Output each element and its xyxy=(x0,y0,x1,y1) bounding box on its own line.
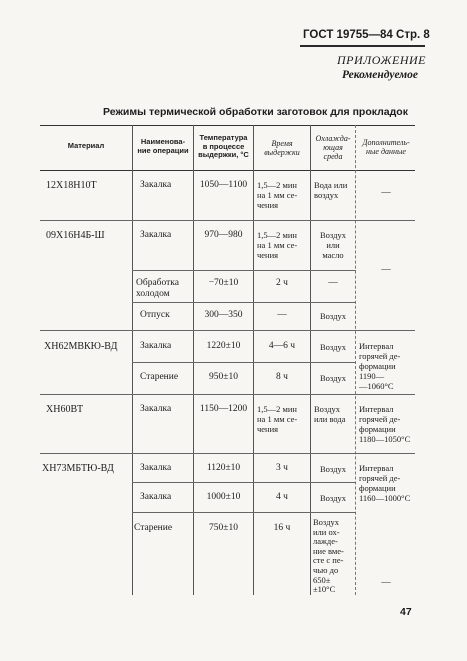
row-separator xyxy=(40,220,415,221)
row-separator xyxy=(132,302,356,303)
appendix-title: ПРИЛОЖЕНИЕ xyxy=(337,53,426,67)
cell-cooling: Воздух xyxy=(320,373,346,383)
cell-hold-time: 2 ч xyxy=(276,278,288,288)
row-separator xyxy=(132,512,356,513)
cell-additional: — xyxy=(381,265,391,275)
cell-operation: Закалка xyxy=(140,463,172,473)
col-header-temperature: Температура в процессе выдержки, °С xyxy=(198,133,249,159)
col-header-material: Материал xyxy=(67,141,105,150)
col-divider xyxy=(310,125,311,595)
header-underline xyxy=(300,45,425,47)
cell-temperature: 970—980 xyxy=(204,230,243,240)
row-separator xyxy=(132,362,356,363)
cell-hold-time: 1,5—2 мин на 1 мм се- чения xyxy=(257,180,298,210)
cell-operation: Старение xyxy=(140,372,179,382)
cell-operation: Закалка xyxy=(140,492,172,502)
cell-temperature: 1050—1100 xyxy=(199,180,248,190)
cell-temperature: 1150—1200 xyxy=(199,404,248,414)
col-divider xyxy=(132,125,133,595)
row-separator xyxy=(40,330,415,331)
cell-temperature: 300—350 xyxy=(204,310,243,320)
cell-material: ХН62МВКЮ-ВД xyxy=(44,341,118,352)
cell-material: ХН73МБТЮ-ВД xyxy=(42,463,114,474)
cell-temperature: 1120±10 xyxy=(206,463,241,473)
appendix-subtitle: Рекомендуемое xyxy=(342,69,418,81)
cell-material: ХН60ВТ xyxy=(46,404,84,415)
col-header-operation: Наименова- ние операции xyxy=(137,137,189,155)
cell-material: 09Х16Н4Б-Ш xyxy=(46,230,105,241)
cell-hold-time: 8 ч xyxy=(276,372,288,382)
cell-additional: — xyxy=(381,188,391,198)
cell-cooling: Воздух или ох- лажде- ние вме- сте с пе- чью до 650± ±10°С xyxy=(313,517,344,595)
cell-cooling: Вода или воздух xyxy=(314,180,348,200)
cell-cooling: Воздух xyxy=(320,493,346,503)
cell-operation: Закалка xyxy=(140,180,172,190)
cell-hold-time: 3 ч xyxy=(276,463,288,473)
cell-additional: — xyxy=(381,578,391,588)
cell-additional: Интервал горячей де- формации 1180—1050°С xyxy=(359,404,411,444)
cell-temperature: 1220±10 xyxy=(206,341,241,351)
cell-hold-time: — xyxy=(277,310,287,320)
row-separator xyxy=(132,482,356,483)
cell-temperature: −70±10 xyxy=(208,278,239,288)
cell-operation: Обработка холодом xyxy=(136,278,179,299)
row-separator xyxy=(40,453,415,454)
cell-cooling: Воздух xyxy=(320,342,346,352)
cell-hold-time: 1,5—2 мин на 1 мм се- чения xyxy=(257,230,298,260)
row-separator xyxy=(132,270,356,271)
cell-operation: Отпуск xyxy=(140,310,170,320)
cell-cooling: Воздух или вода xyxy=(314,404,346,424)
table-top-rule xyxy=(40,125,415,126)
cell-additional: Интервал горячей де- формации 1190— —1060°С xyxy=(359,341,401,391)
row-separator xyxy=(40,394,415,395)
cell-temperature: 950±10 xyxy=(209,372,238,382)
cell-additional: Интервал горячей де- формации 1160—1000°С xyxy=(359,463,411,503)
cell-cooling: Воздух или масло xyxy=(320,230,346,260)
cell-hold-time: 16 ч xyxy=(273,523,291,533)
cell-temperature: 750±10 xyxy=(209,523,238,533)
standard-header: ГОСТ 19755—84 Стр. 8 xyxy=(303,29,430,41)
cell-cooling: Воздух xyxy=(320,311,346,321)
table-title: Режимы термической обработки заготовок для прокладок xyxy=(103,106,408,118)
cell-operation: Закалка xyxy=(140,230,172,240)
header-bottom-rule xyxy=(40,170,415,171)
page-number: 47 xyxy=(400,606,412,618)
cell-cooling: Воздух xyxy=(320,464,346,474)
col-header-hold-time: Время выдержки xyxy=(264,139,300,157)
col-header-additional: Дополнитель- ные данные xyxy=(362,138,410,156)
cell-operation: Закалка xyxy=(140,404,172,414)
cell-operation: Старение xyxy=(134,523,173,533)
cell-temperature: 1000±10 xyxy=(206,492,241,502)
cell-operation: Закалка xyxy=(140,341,172,351)
cell-material: 12Х18Н10Т xyxy=(46,180,97,191)
cell-hold-time: 4—6 ч xyxy=(268,341,296,351)
cell-cooling: — xyxy=(328,278,338,288)
cell-hold-time: 1,5—2 мин на 1 мм се- чения xyxy=(257,404,298,434)
cell-hold-time: 4 ч xyxy=(276,492,288,502)
col-header-cooling: Охлажда- ющая среда xyxy=(315,134,351,161)
